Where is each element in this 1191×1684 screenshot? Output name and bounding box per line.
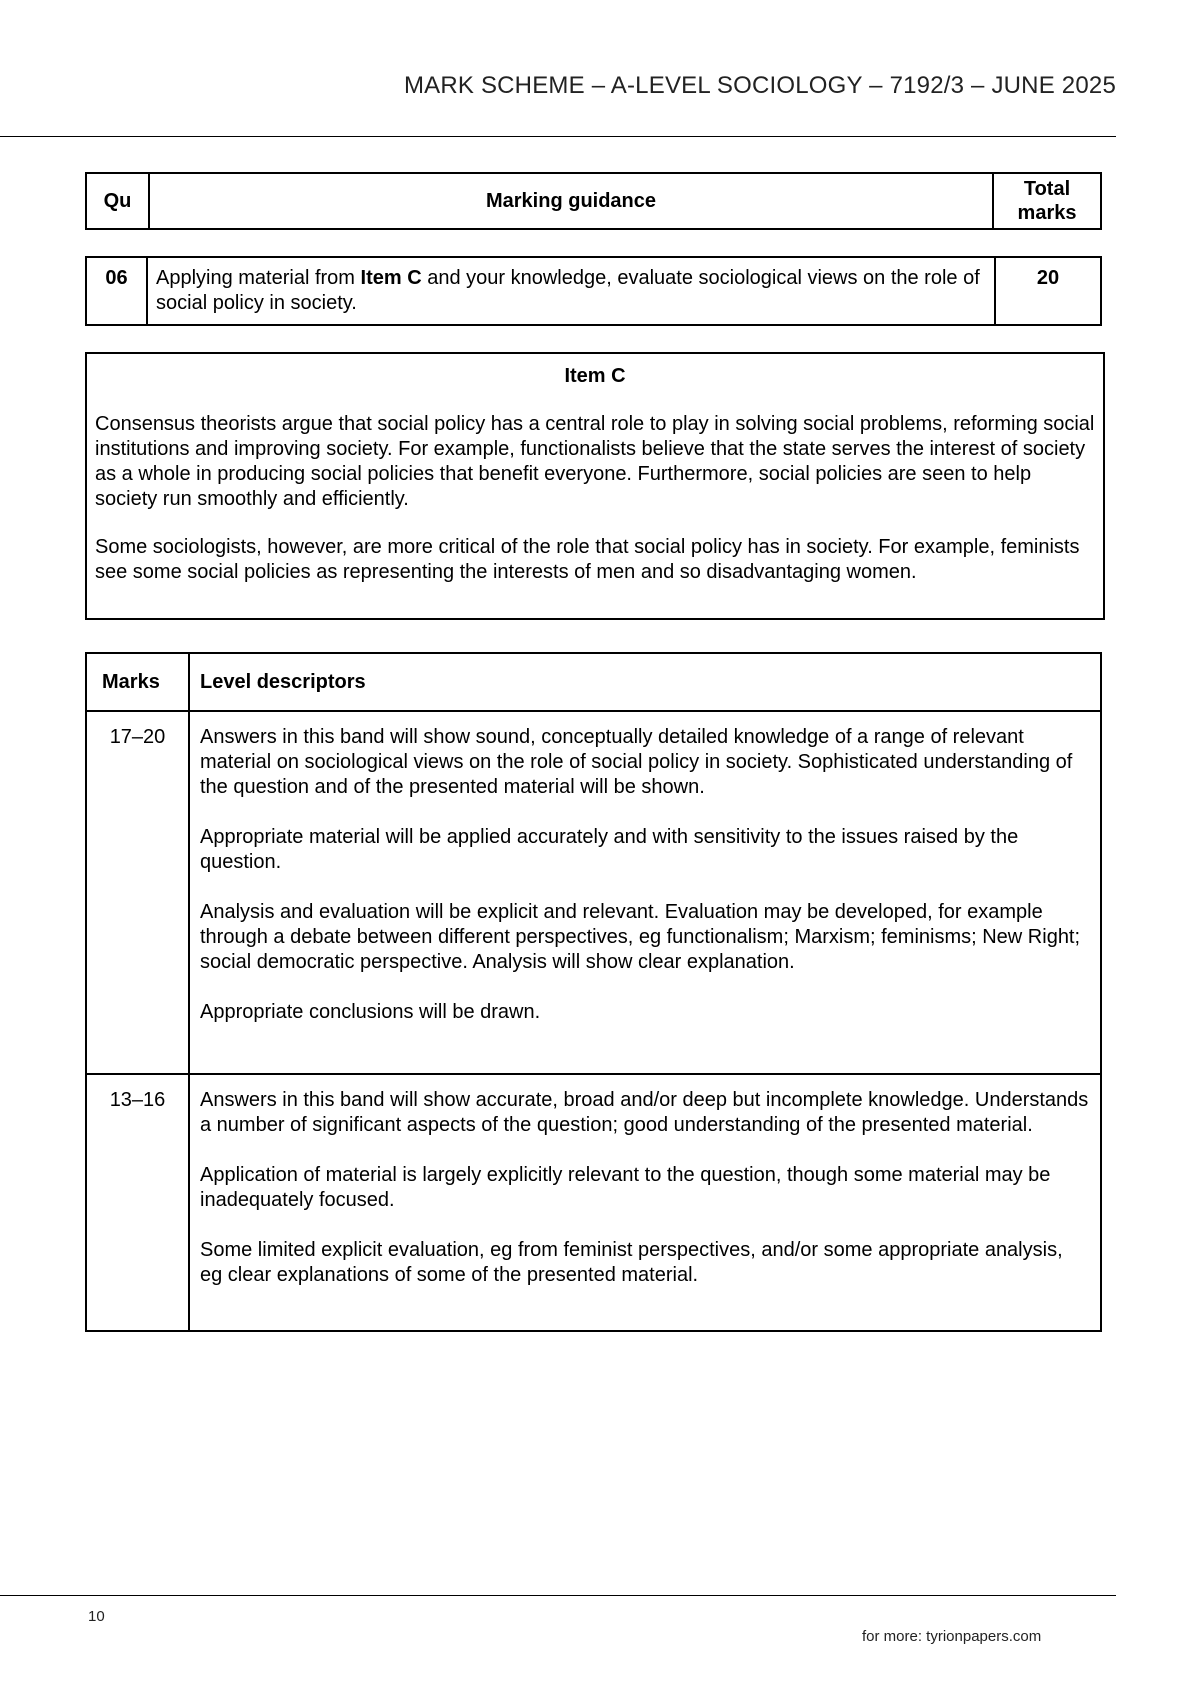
- question-text-after: and your knowledge, evaluate sociological views on the role of social policy in society.: [156, 267, 980, 314]
- level-descriptor: [189, 1074, 1101, 1331]
- descriptor-paragraph: Appropriate conclusions will be drawn.: [200, 1001, 541, 1023]
- question-marks: 20: [995, 257, 1101, 325]
- question-number: 06: [86, 257, 147, 325]
- header-rule: [0, 136, 1116, 137]
- question-text-bold: Item C: [360, 267, 422, 289]
- item-c-paragraph: Consensus theorists argue that social policy has a central role to play in solving social problems, reforming social institutions and improving society. For example, functionalists believe that the state serves the interest of society as a whole in producing social policies that benefit everyone. Furthermore, social policies are seen to help society run smoothly and efficiently.: [95, 413, 1095, 510]
- level-marks: 13–16: [86, 1074, 189, 1331]
- total-marks-header: [993, 173, 1101, 229]
- descriptor-paragraph: Answers in this band will show sound, conceptually detailed knowledge of a range of relevant material on sociological views on the role of social policy in society. Sophisticated understanding of the question and of the presented material will be shown.: [200, 726, 1073, 798]
- total-marks-line2: marks: [1017, 202, 1077, 224]
- page-header-title: MARK SCHEME – A-LEVEL SOCIOLOGY – 7192/3 – JUNE 2025: [403, 72, 1116, 99]
- total-marks-line1: Total: [1023, 178, 1071, 200]
- table-row: [86, 711, 1101, 1074]
- question-text: [147, 257, 995, 325]
- item-c-title: Item C: [564, 365, 626, 387]
- marking-guidance-header: Marking guidance: [149, 173, 993, 229]
- descriptor-paragraph: Analysis and evaluation will be explicit and relevant. Evaluation may be developed, for example through a debate between different perspectives, eg functionalism; Marxism; feminisms; New Right; social democratic perspective. Analysis will show clear explanation.: [200, 901, 1081, 973]
- level-descriptors-table: [85, 652, 1102, 1332]
- item-c-paragraph: Some sociologists, however, are more critical of the role that social policy has in society. For example, feminists see some social policies as representing the interests of men and so disadvantaging women.: [95, 536, 1080, 583]
- descriptor-paragraph: Some limited explicit evaluation, eg from feminist perspectives, and/or some appropriate analysis, eg clear explanations of some of the presented material.: [200, 1239, 1063, 1286]
- question-text-before: Applying material from: [156, 267, 361, 289]
- question-table: [85, 256, 1102, 326]
- level-marks: 17–20: [86, 711, 189, 1074]
- marks-column-header: Marks: [86, 653, 189, 711]
- level-descriptor: [189, 711, 1101, 1074]
- table-row: [86, 1074, 1101, 1331]
- descriptor-paragraph: Answers in this band will show accurate, broad and/or deep but incomplete knowledge. Understands a number of significant aspects of the question; good understanding of the presented material.: [200, 1089, 1089, 1136]
- footer-link: for more: tyrionpapers.com: [862, 1628, 1042, 1645]
- descriptors-column-header: Level descriptors: [189, 653, 1101, 711]
- footer-rule: [0, 1595, 1116, 1596]
- qu-header: Qu: [86, 173, 149, 229]
- descriptor-paragraph: Appropriate material will be applied accurately and with sensitivity to the issues raised by the question.: [200, 826, 1019, 873]
- page-number: 10: [88, 1608, 105, 1625]
- guidance-header-table: [85, 172, 1102, 230]
- descriptor-paragraph: Application of material is largely explicitly relevant to the question, though some material may be inadequately focused.: [200, 1164, 1051, 1211]
- item-c-box: [85, 352, 1105, 620]
